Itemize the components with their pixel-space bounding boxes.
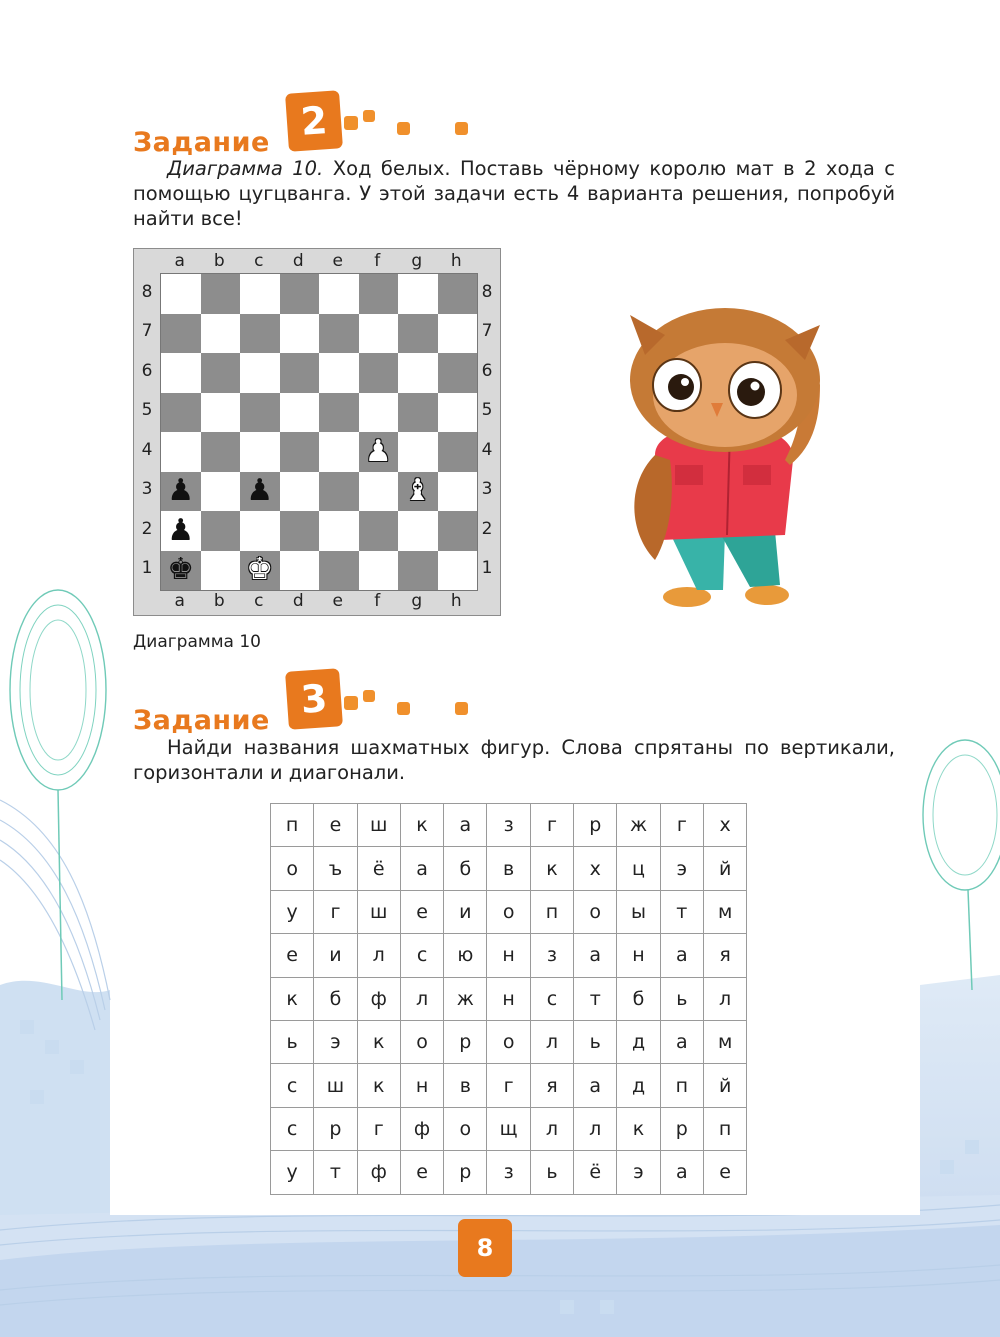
file-label: a [174,251,185,271]
square-f6 [359,353,399,393]
rank-label: 3 [481,479,493,500]
decor-square [455,702,468,715]
grid-cell: й [703,1064,746,1107]
task-title: Задание [133,127,270,158]
square-c6 [240,353,280,393]
rank-label: 4 [141,439,153,460]
task-number-badge: 2 [285,90,343,152]
grid-cell: п [660,1064,703,1107]
task-3-body: Найди названия шахматных фигур. Слова спрятаны по вертикали, горизонтали и диагонали. [133,736,895,784]
grid-cell: о [487,1020,530,1063]
rank-label: 3 [141,479,153,500]
grid-cell: я [703,934,746,977]
square-h6 [438,353,478,393]
square-f5 [359,393,399,433]
task-number-badge: 3 [285,668,343,730]
file-label: e [332,591,343,611]
square-b7 [201,314,241,354]
white-pawn-f4: ♟ [364,433,392,469]
page-number: 8 [458,1219,512,1277]
grid-cell: э [314,1020,357,1063]
grid-cell: х [574,847,617,890]
grid-cell: е [400,1151,443,1194]
grid-cell: о [487,890,530,933]
grid-cell: к [617,1107,660,1150]
grid-cell: ё [357,847,400,890]
white-bishop-g3: ♝ [404,473,432,509]
task-2-header [133,92,493,162]
square-d1 [280,551,320,591]
file-label: b [213,251,225,271]
grid-cell: б [314,977,357,1020]
grid-cell: г [314,890,357,933]
grid-cell: л [400,977,443,1020]
grid-cell: к [357,1064,400,1107]
grid-cell: и [444,890,487,933]
grid-cell: т [660,890,703,933]
square-a5 [161,393,201,433]
grid-cell: л [530,1107,573,1150]
grid-cell: ь [271,1020,314,1063]
square-b2 [201,511,241,551]
decor-square [344,116,358,130]
file-label: b [213,591,225,611]
black-pawn-a2: ♟ [167,512,195,548]
grid-cell: е [314,804,357,847]
square-g8 [398,274,438,314]
file-label: a [174,591,185,611]
square-h2 [438,511,478,551]
chess-diagram [133,248,501,616]
square-h1 [438,551,478,591]
grid-cell: м [703,1020,746,1063]
grid-cell: г [530,804,573,847]
square-h5 [438,393,478,433]
grid-cell: п [271,804,314,847]
task-title: Задание [133,705,270,736]
square-c7 [240,314,280,354]
grid-row [271,890,747,933]
grid-cell: н [617,934,660,977]
task-3-header [133,670,493,740]
grid-cell: р [574,804,617,847]
square-c5 [240,393,280,433]
grid-cell: ъ [314,847,357,890]
grid-cell: к [271,977,314,1020]
square-c2 [240,511,280,551]
grid-row [271,1020,747,1063]
rank-label: 1 [481,558,493,579]
square-f1 [359,551,399,591]
square-e3 [319,472,359,512]
grid-cell: л [574,1107,617,1150]
square-g5 [398,393,438,433]
grid-cell: в [487,847,530,890]
grid-cell: ф [357,977,400,1020]
grid-cell: ф [400,1107,443,1150]
square-a6 [161,353,201,393]
grid-cell: с [530,977,573,1020]
square-b1 [201,551,241,591]
black-king-a1: ♚ [167,552,195,588]
grid-cell: ш [314,1064,357,1107]
square-b8 [201,274,241,314]
grid-cell: р [660,1107,703,1150]
decor-square [344,696,358,710]
file-label: f [374,591,381,611]
grid-cell: х [703,804,746,847]
square-g2 [398,511,438,551]
rank-label: 6 [141,360,153,381]
square-b4 [201,432,241,472]
rank-label: 4 [481,439,493,460]
grid-cell: т [314,1151,357,1194]
file-label: c [254,591,264,611]
square-d2 [280,511,320,551]
grid-cell: з [487,1151,530,1194]
grid-cell: ё [574,1151,617,1194]
square-g6 [398,353,438,393]
task-2-text [133,156,895,231]
grid-cell: к [530,847,573,890]
square-e1 [319,551,359,591]
grid-cell: ж [444,977,487,1020]
grid-cell: ю [444,934,487,977]
grid-cell: а [574,1064,617,1107]
file-label: c [254,251,264,271]
grid-cell: ь [530,1151,573,1194]
grid-cell: с [271,1064,314,1107]
grid-cell: а [660,1020,703,1063]
grid-row [271,1064,747,1107]
diagram-ref: Диаграмма 10. [167,157,324,180]
square-e4 [319,432,359,472]
file-label: h [450,591,462,611]
grid-cell: ы [617,890,660,933]
grid-cell: е [271,934,314,977]
grid-cell: а [444,804,487,847]
grid-cell: я [530,1064,573,1107]
grid-cell: е [703,1151,746,1194]
grid-cell: о [444,1107,487,1150]
grid-cell: а [660,1151,703,1194]
grid-cell: н [487,934,530,977]
decor-square [363,110,375,122]
grid-cell: р [444,1020,487,1063]
square-f3 [359,472,399,512]
grid-cell: ш [357,890,400,933]
grid-cell: п [530,890,573,933]
square-e2 [319,511,359,551]
chess-board [160,273,478,591]
rank-label: 5 [481,400,493,421]
rank-label: 8 [481,281,493,302]
rank-label: 8 [141,281,153,302]
grid-cell: л [703,977,746,1020]
black-pawn-c3: ♟ [246,473,274,509]
square-a7 [161,314,201,354]
file-label: h [450,251,462,271]
grid-cell: о [400,1020,443,1063]
grid-cell: з [487,804,530,847]
grid-cell: к [357,1020,400,1063]
square-h3 [438,472,478,512]
grid-cell: щ [487,1107,530,1150]
decor-square [363,690,375,702]
grid-cell: о [574,890,617,933]
square-d6 [280,353,320,393]
square-h7 [438,314,478,354]
grid-cell: н [400,1064,443,1107]
square-f2 [359,511,399,551]
square-g4 [398,432,438,472]
grid-cell: ш [357,804,400,847]
square-b6 [201,353,241,393]
grid-cell: н [487,977,530,1020]
grid-cell: г [357,1107,400,1150]
grid-row [271,804,747,847]
square-e7 [319,314,359,354]
square-g1 [398,551,438,591]
decor-square [397,702,410,715]
file-label: d [292,251,304,271]
grid-cell: б [444,847,487,890]
rank-label: 6 [481,360,493,381]
square-g7 [398,314,438,354]
grid-cell: с [400,934,443,977]
square-a4 [161,432,201,472]
square-f7 [359,314,399,354]
rank-label: 5 [141,400,153,421]
square-d7 [280,314,320,354]
file-label: e [332,251,343,271]
grid-cell: т [574,977,617,1020]
grid-cell: у [271,1151,314,1194]
diagram-caption: Диаграмма 10 [133,632,261,652]
square-b3 [201,472,241,512]
grid-cell: ж [617,804,660,847]
grid-cell: а [660,934,703,977]
square-c4 [240,432,280,472]
grid-cell: р [314,1107,357,1150]
grid-row [271,847,747,890]
grid-cell: г [660,804,703,847]
grid-cell: у [271,890,314,933]
grid-cell: е [400,890,443,933]
grid-cell: р [444,1151,487,1194]
grid-cell: о [271,847,314,890]
grid-cell: и [314,934,357,977]
grid-cell: д [617,1020,660,1063]
square-a8 [161,274,201,314]
grid-cell: а [574,934,617,977]
word-search-grid [270,803,747,1195]
grid-cell: ь [660,977,703,1020]
grid-cell: к [400,804,443,847]
grid-cell: э [660,847,703,890]
rank-label: 7 [141,321,153,342]
square-e5 [319,393,359,433]
square-b5 [201,393,241,433]
square-f8 [359,274,399,314]
grid-row [271,934,747,977]
grid-cell: а [400,847,443,890]
grid-row [271,977,747,1020]
square-c8 [240,274,280,314]
square-d3 [280,472,320,512]
square-d5 [280,393,320,433]
file-label: g [411,591,423,611]
grid-cell: б [617,977,660,1020]
decor-square [455,122,468,135]
owl-illustration [615,295,845,615]
grid-cell: п [703,1107,746,1150]
grid-cell: г [487,1064,530,1107]
task-3-text [133,735,895,785]
grid-cell: э [617,1151,660,1194]
square-h8 [438,274,478,314]
file-label: g [411,251,423,271]
grid-cell: м [703,890,746,933]
white-king-c1: ♚ [246,552,274,588]
grid-cell: й [703,847,746,890]
grid-cell: з [530,934,573,977]
grid-cell: ь [574,1020,617,1063]
rank-label: 7 [481,321,493,342]
rank-label: 2 [481,518,493,539]
black-pawn-a3: ♟ [167,473,195,509]
file-label: f [374,251,381,271]
grid-cell: ф [357,1151,400,1194]
decor-square [397,122,410,135]
rank-label: 1 [141,558,153,579]
square-d4 [280,432,320,472]
grid-cell: л [530,1020,573,1063]
grid-cell: в [444,1064,487,1107]
grid-row [271,1151,747,1194]
task-2-body: Ход белых. Поставь чёрному королю мат в 2 хода с помощью цугцванга. У этой задачи есть 4 варианта решения, попробуй найти все! [133,157,896,230]
grid-cell: л [357,934,400,977]
square-h4 [438,432,478,472]
square-d8 [280,274,320,314]
grid-row [271,1107,747,1150]
grid-cell: ц [617,847,660,890]
rank-label: 2 [141,518,153,539]
square-e6 [319,353,359,393]
grid-cell: с [271,1107,314,1150]
file-label: d [292,591,304,611]
square-e8 [319,274,359,314]
grid-cell: д [617,1064,660,1107]
